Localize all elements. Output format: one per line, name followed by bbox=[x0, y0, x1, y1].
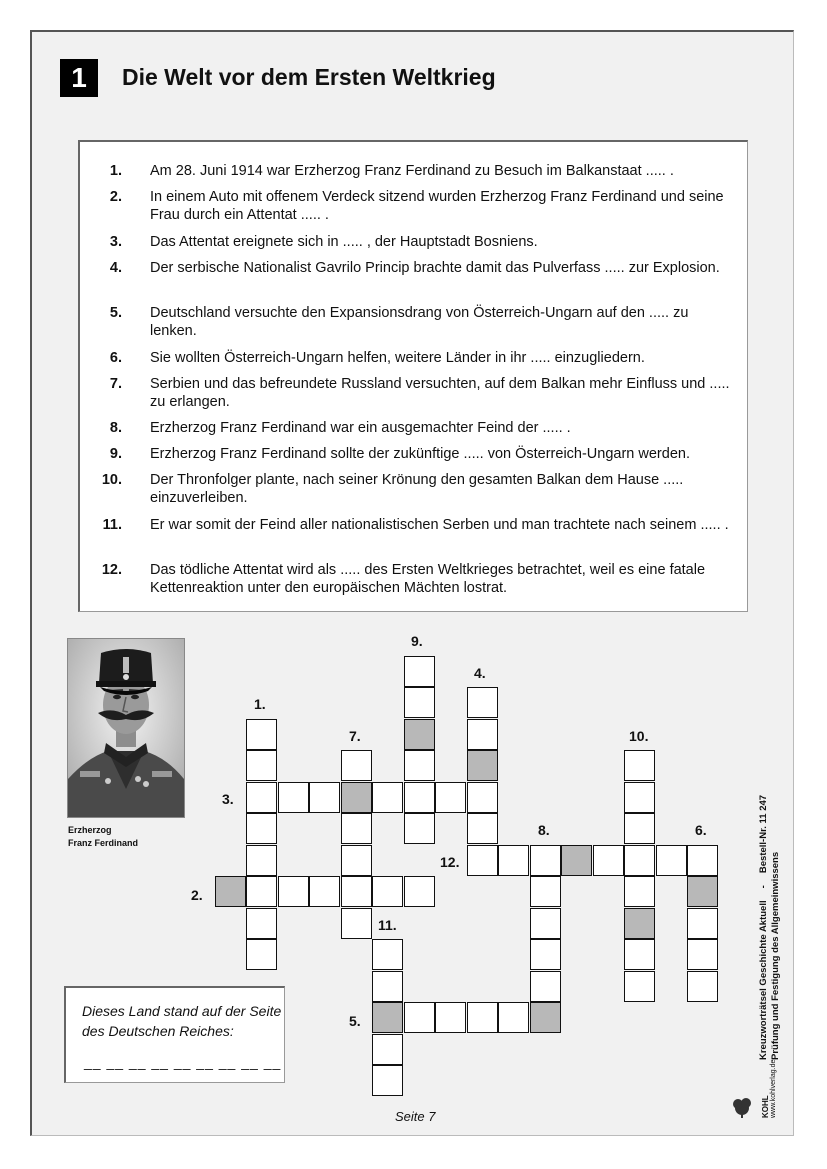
crossword-cell[interactable] bbox=[404, 813, 435, 844]
crossword-cell[interactable] bbox=[624, 813, 655, 844]
clue-number: 3. bbox=[109, 234, 122, 250]
crossword-cell[interactable] bbox=[246, 939, 277, 970]
crossword-cell[interactable] bbox=[246, 845, 277, 876]
clue-text: Der Thronfolger plante, nach seiner Krönung den gesamten Balkan dem Hause ..... einzuverleiben. bbox=[150, 472, 684, 506]
crossword-cell[interactable] bbox=[341, 750, 372, 781]
crossword-cell[interactable] bbox=[372, 971, 403, 1002]
clue-number: 8. bbox=[109, 420, 122, 436]
solution-blanks[interactable]: __ __ __ __ __ __ __ __ __ bbox=[84, 1054, 282, 1070]
clue-number: 11. bbox=[102, 517, 122, 533]
crossword-number-label: 8. bbox=[538, 822, 550, 838]
crossword-cell-solution[interactable] bbox=[687, 876, 718, 907]
solution-box bbox=[64, 986, 285, 1083]
crossword-cell[interactable] bbox=[246, 813, 277, 844]
crossword-cell[interactable] bbox=[372, 876, 403, 907]
portrait-caption bbox=[68, 824, 138, 850]
crossword-cell[interactable] bbox=[530, 908, 561, 939]
crossword-cell-solution[interactable] bbox=[372, 1002, 403, 1033]
clue-number: 9. bbox=[109, 446, 122, 462]
crossword-cell[interactable] bbox=[246, 908, 277, 939]
portrait-caption-line1: Erzherzog bbox=[68, 825, 112, 835]
clue-text: Sie wollten Österreich-Ungarn helfen, weitere Länder in ihr ..... einzugliedern. bbox=[150, 350, 645, 366]
clue-text: In einem Auto mit offenem Verdeck sitzend wurden Erzherzog Franz Ferdinand und seine Frau durch ein Attentat ..... . bbox=[150, 189, 724, 223]
crossword-cell[interactable] bbox=[593, 845, 624, 876]
crossword-cell[interactable] bbox=[687, 908, 718, 939]
clue-number: 5. bbox=[109, 305, 122, 321]
crossword-cell[interactable] bbox=[687, 971, 718, 1002]
clue-text: Das tödliche Attentat wird als ..... des Ersten Weltkrieges betrachtet, weil es eine fatale Kettenreaktion unter den europäischen Mächten lostrat. bbox=[150, 562, 706, 596]
crossword-cell-solution[interactable] bbox=[530, 1002, 561, 1033]
clue-number: 6. bbox=[109, 350, 122, 366]
clue-number: 2. bbox=[109, 189, 122, 205]
crossword-number-label: 11. bbox=[378, 917, 397, 933]
crossword-cell[interactable] bbox=[372, 782, 403, 813]
solution-prompt: Dieses Land stand auf der Seite des Deutschen Reiches: bbox=[82, 1003, 282, 1039]
crossword-cell[interactable] bbox=[624, 782, 655, 813]
clue-text: Erzherzog Franz Ferdinand sollte der zukünftige ..... von Österreich-Ungarn werden. bbox=[150, 446, 690, 462]
crossword-number-label: 4. bbox=[474, 665, 486, 681]
clue-text: Erzherzog Franz Ferdinand war ein ausgemachter Feind der ..... . bbox=[150, 420, 571, 436]
crossword-number-label: 1. bbox=[254, 696, 266, 712]
crossword-cell[interactable] bbox=[467, 687, 498, 718]
crossword-cell[interactable] bbox=[624, 939, 655, 970]
crossword-cell[interactable] bbox=[404, 750, 435, 781]
portrait-caption-line2: Franz Ferdinand bbox=[68, 838, 139, 848]
crossword-cell[interactable] bbox=[498, 1002, 529, 1033]
crossword-cell[interactable] bbox=[246, 750, 277, 781]
crossword-cell[interactable] bbox=[624, 876, 655, 907]
crossword-number-label: 10. bbox=[629, 728, 649, 744]
page-number: Seite 7 bbox=[395, 1109, 436, 1124]
page-title: Die Welt vor dem Ersten Weltkrieg bbox=[122, 64, 496, 90]
crossword-cell-solution[interactable] bbox=[624, 908, 655, 939]
crossword-cell[interactable] bbox=[246, 876, 277, 907]
crossword-cell[interactable] bbox=[372, 1034, 403, 1065]
crossword-cell[interactable] bbox=[246, 719, 277, 750]
clue-number: 1. bbox=[109, 163, 122, 179]
clue-text: Der serbische Nationalist Gavrilo Princip brachte damit das Pulverfass ..... zur Explosion. bbox=[150, 260, 720, 276]
clue-text: Am 28. Juni 1914 war Erzherzog Franz Ferdinand zu Besuch im Balkanstaat ..... . bbox=[150, 163, 674, 179]
crossword-cell-solution[interactable] bbox=[215, 876, 246, 907]
clue-list bbox=[78, 140, 748, 612]
crossword-cell[interactable] bbox=[404, 687, 435, 718]
clue-text: Das Attentat ereignete sich in ..... , der Hauptstadt Bosniens. bbox=[150, 234, 538, 250]
imprint-order-number: Bestell-Nr. 11 247 bbox=[758, 794, 769, 874]
crossword-cell[interactable] bbox=[467, 845, 498, 876]
publisher-name: KOHL bbox=[761, 1095, 770, 1118]
crossword-cell[interactable] bbox=[656, 845, 687, 876]
crossword-cell[interactable] bbox=[372, 1065, 403, 1096]
crossword-number-label: 7. bbox=[349, 728, 361, 744]
crossword-cell[interactable] bbox=[404, 1002, 435, 1033]
publisher-imprint bbox=[762, 1052, 786, 1118]
crossword-cell[interactable] bbox=[341, 845, 372, 876]
crossword-cell[interactable] bbox=[687, 939, 718, 970]
imprint-subtitle: Prüfung und Festigung des Allgemeinwissens bbox=[770, 851, 781, 1060]
crossword-cell-solution[interactable] bbox=[561, 845, 592, 876]
crossword-number-label: 9. bbox=[411, 633, 423, 649]
crossword-number-label: 5. bbox=[349, 1013, 361, 1029]
crossword-cell-solution[interactable] bbox=[341, 782, 372, 813]
portrait-photo bbox=[67, 638, 185, 818]
crossword-number-label: 3. bbox=[222, 791, 234, 807]
crossword-number-label: 2. bbox=[191, 887, 203, 903]
publisher-url: www.kohlverlag.de bbox=[770, 1059, 777, 1118]
crossword-cell[interactable] bbox=[278, 782, 309, 813]
crossword-cell[interactable] bbox=[467, 782, 498, 813]
crossword-cell[interactable] bbox=[435, 1002, 466, 1033]
crossword-number-label: 6. bbox=[695, 822, 707, 838]
clue-number: 10. bbox=[101, 472, 122, 488]
crossword-cell[interactable] bbox=[278, 876, 309, 907]
clue-text: Serbien und das befreundete Russland versuchten, auf dem Balkan mehr Einfluss und ..... zu erlangen. bbox=[150, 376, 730, 410]
crossword-cell-solution[interactable] bbox=[404, 719, 435, 750]
clue-text: Deutschland versuchte den Expansionsdrang von Österreich-Ungarn auf den ..... zu lenken. bbox=[150, 305, 689, 339]
clue-number: 7. bbox=[109, 376, 122, 392]
crossword-cell[interactable] bbox=[372, 939, 403, 970]
crossword-number-label: 12. bbox=[440, 854, 460, 870]
crossword-cell[interactable] bbox=[467, 1002, 498, 1033]
side-imprint bbox=[758, 720, 792, 1060]
clue-number: 4. bbox=[109, 260, 122, 276]
crossword-cell[interactable] bbox=[435, 782, 466, 813]
crossword-cell[interactable] bbox=[624, 750, 655, 781]
crossword-cell[interactable] bbox=[309, 876, 340, 907]
imprint-separator: - bbox=[758, 885, 769, 889]
crossword-cell[interactable] bbox=[624, 971, 655, 1002]
crossword-cell[interactable] bbox=[309, 782, 340, 813]
chapter-number: 1 bbox=[60, 59, 98, 97]
crossword-cell[interactable] bbox=[530, 845, 561, 876]
crossword-cell[interactable] bbox=[530, 939, 561, 970]
crossword-cell[interactable] bbox=[404, 656, 435, 687]
crossword-cell-solution[interactable] bbox=[467, 750, 498, 781]
crossword-cell[interactable] bbox=[467, 813, 498, 844]
crossword-cell[interactable] bbox=[498, 845, 529, 876]
portrait-illustration bbox=[68, 639, 184, 817]
crossword-cell[interactable] bbox=[246, 782, 277, 813]
crossword-cell[interactable] bbox=[530, 876, 561, 907]
imprint-title: Kreuzworträtsel Geschichte Aktuell bbox=[758, 900, 769, 1060]
crossword-cell[interactable] bbox=[687, 845, 718, 876]
crossword-cell[interactable] bbox=[404, 782, 435, 813]
crossword-cell[interactable] bbox=[530, 971, 561, 1002]
crossword-cell[interactable] bbox=[467, 719, 498, 750]
crossword-cell[interactable] bbox=[341, 813, 372, 844]
crossword-cell[interactable] bbox=[341, 908, 372, 939]
crossword-cell[interactable] bbox=[624, 845, 655, 876]
crossword-cell[interactable] bbox=[341, 876, 372, 907]
clue-text: Er war somit der Feind aller nationalistischen Serben und man trachtete nach seinem ..... . bbox=[150, 517, 729, 533]
clue-number: 12. bbox=[101, 562, 122, 578]
crossword-cell[interactable] bbox=[404, 876, 435, 907]
